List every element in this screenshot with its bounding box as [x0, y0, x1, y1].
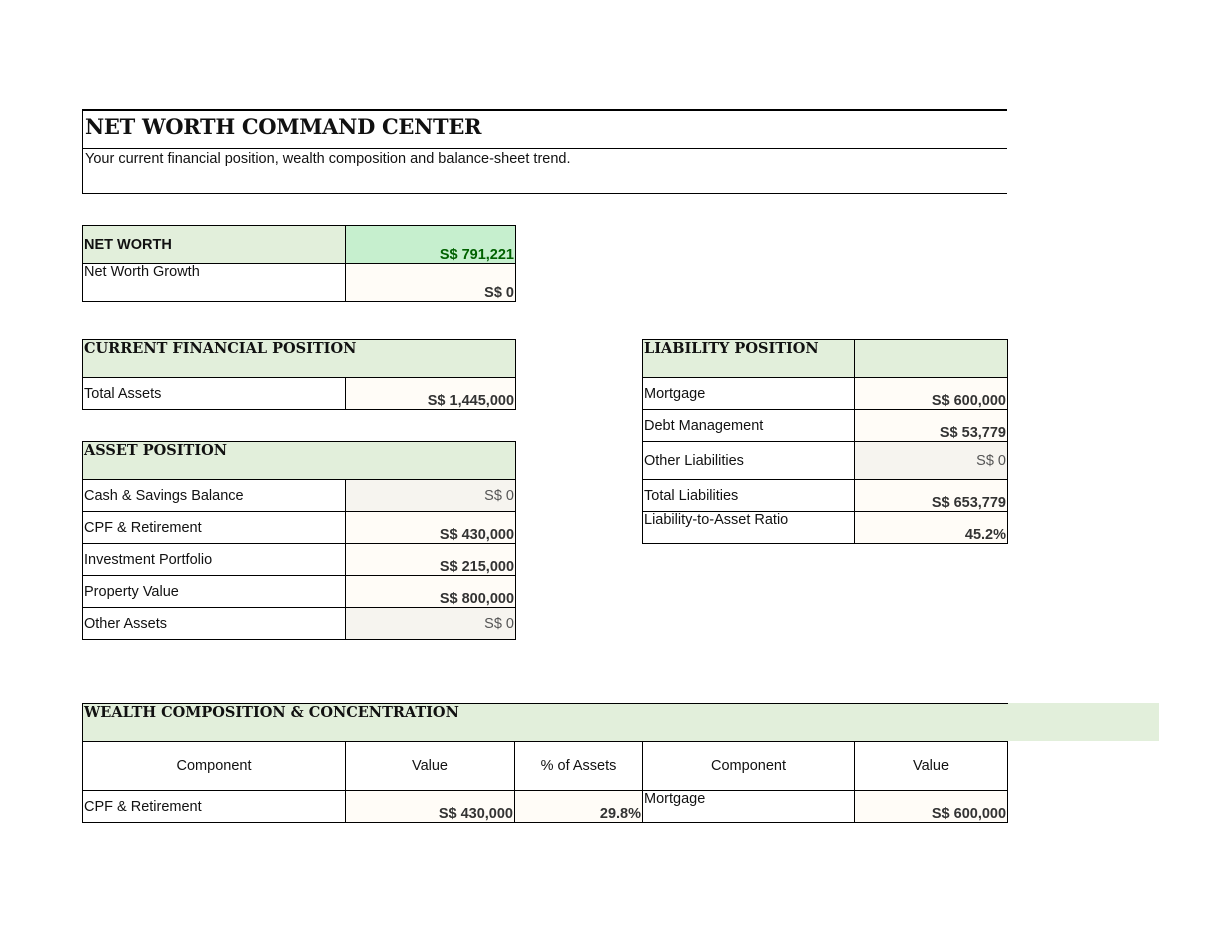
mortgage-value[interactable]: S$ 600,000	[855, 378, 1008, 410]
table-row	[643, 340, 1008, 378]
net-worth-growth-label[interactable]: Net Worth Growth	[83, 264, 346, 302]
column-header-liability-component[interactable]: Component	[643, 742, 855, 791]
table-row	[643, 512, 1008, 544]
title-row	[83, 111, 1007, 149]
table-row	[83, 544, 516, 576]
cpf-retirement-label[interactable]: CPF & Retirement	[83, 512, 346, 544]
table-row	[643, 480, 1008, 512]
column-header-pct-assets[interactable]: % of Assets	[515, 742, 643, 791]
wealth-asset-component[interactable]: CPF & Retirement	[83, 791, 346, 823]
investment-portfolio-label[interactable]: Investment Portfolio	[83, 544, 346, 576]
wealth-liability-component[interactable]: Mortgage	[643, 791, 855, 823]
wealth-asset-value[interactable]: S$ 430,000	[346, 791, 515, 823]
other-liabilities-label[interactable]: Other Liabilities	[643, 442, 855, 480]
property-value-label[interactable]: Property Value	[83, 576, 346, 608]
total-assets-label[interactable]: Total Assets	[83, 378, 346, 410]
liability-position-table	[642, 339, 1008, 544]
investment-portfolio-value[interactable]: S$ 215,000	[346, 544, 516, 576]
debt-management-value[interactable]: S$ 53,779	[855, 410, 1008, 442]
mortgage-label[interactable]: Mortgage	[643, 378, 855, 410]
liability-ratio-value[interactable]: 45.2%	[855, 512, 1008, 544]
property-value-value[interactable]: S$ 800,000	[346, 576, 516, 608]
cpf-retirement-value[interactable]: S$ 430,000	[346, 512, 516, 544]
debt-management-label[interactable]: Debt Management	[643, 410, 855, 442]
other-liabilities-value[interactable]: S$ 0	[855, 442, 1008, 480]
net-worth-value[interactable]: S$ 791,221	[346, 226, 516, 264]
liability-position-header[interactable]: LIABILITY POSITION	[643, 340, 855, 378]
title-block	[82, 109, 1007, 194]
net-worth-table	[82, 225, 516, 302]
asset-position-table	[82, 441, 516, 640]
current-position-table	[82, 339, 516, 410]
page-subtitle: Your current financial position, wealth composition and balance-sheet trend.	[85, 151, 571, 167]
liability-ratio-label[interactable]: Liability-to-Asset Ratio	[643, 512, 855, 544]
wealth-header-band-extension	[1007, 703, 1159, 741]
column-header-component[interactable]: Component	[83, 742, 346, 791]
table-row	[83, 512, 516, 544]
total-liabilities-label[interactable]: Total Liabilities	[643, 480, 855, 512]
net-worth-label[interactable]: NET WORTH	[83, 226, 346, 264]
cash-savings-value[interactable]: S$ 0	[346, 480, 516, 512]
total-assets-value[interactable]: S$ 1,445,000	[346, 378, 516, 410]
asset-position-header[interactable]: ASSET POSITION	[83, 442, 516, 480]
column-header-value[interactable]: Value	[346, 742, 515, 791]
table-row	[83, 791, 1008, 823]
wealth-liability-value[interactable]: S$ 600,000	[855, 791, 1008, 823]
wealth-pct-assets[interactable]: 29.8%	[515, 791, 643, 823]
page-title: NET WORTH COMMAND CENTER	[85, 114, 482, 139]
wealth-composition-table	[82, 703, 1008, 823]
other-assets-label[interactable]: Other Assets	[83, 608, 346, 640]
total-liabilities-value[interactable]: S$ 653,779	[855, 480, 1008, 512]
wealth-composition-header[interactable]: WEALTH COMPOSITION & CONCENTRATION	[83, 704, 1008, 742]
net-worth-growth-value[interactable]: S$ 0	[346, 264, 516, 302]
other-assets-value[interactable]: S$ 0	[346, 608, 516, 640]
table-row	[83, 576, 516, 608]
table-row	[643, 378, 1008, 410]
cash-savings-label[interactable]: Cash & Savings Balance	[83, 480, 346, 512]
table-row	[83, 608, 516, 640]
table-row	[643, 410, 1008, 442]
current-position-header[interactable]: CURRENT FINANCIAL POSITION	[83, 340, 516, 378]
liability-header-empty-cell[interactable]	[855, 340, 1008, 378]
table-row	[643, 442, 1008, 480]
table-header-row	[83, 742, 1008, 791]
column-header-liability-value[interactable]: Value	[855, 742, 1008, 791]
table-row	[83, 480, 516, 512]
